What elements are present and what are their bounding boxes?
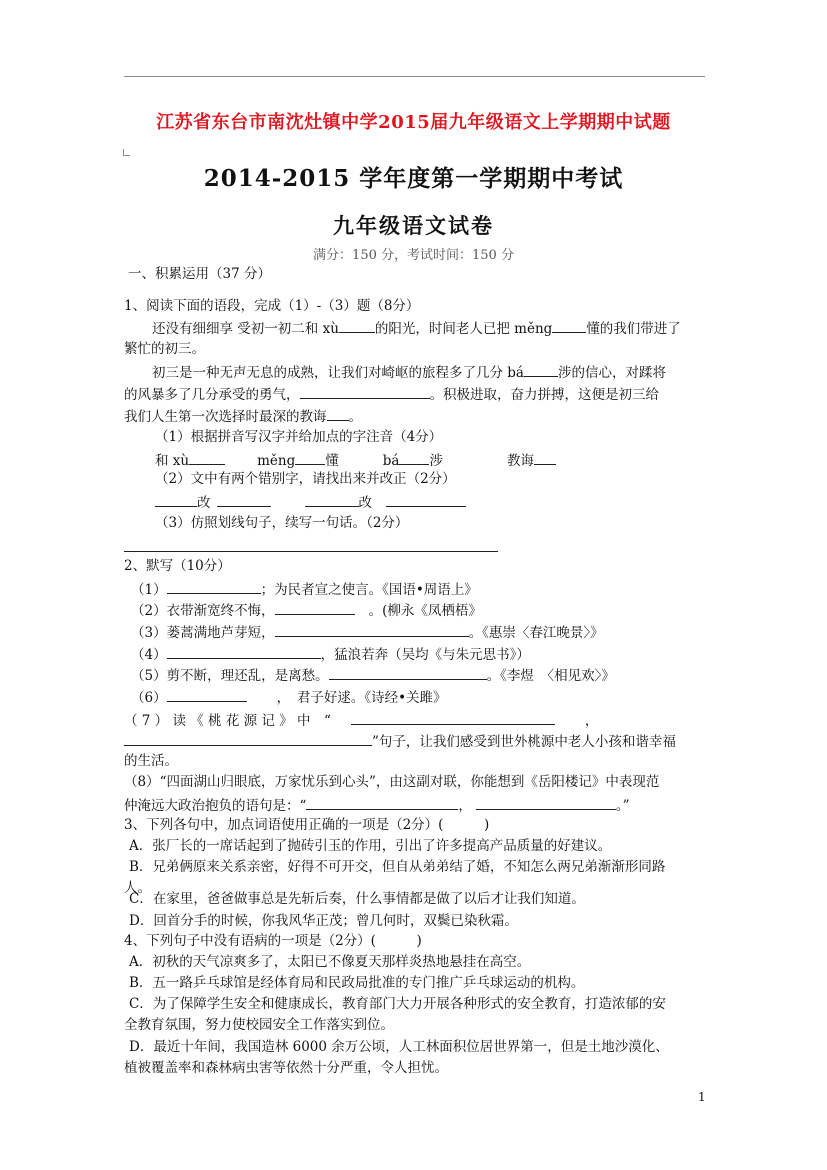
q4-option-b: B．五一路乒乓球馆是经体育局和民政局批准的专门推广乒乓球运动的机构。 [129,975,585,991]
answer-blank[interactable] [189,450,225,465]
q3-option-d: D．回首分手的时候，你我风华正茂；曾几何时，双鬓已染秋霜。 [129,913,518,929]
q2-line1 [131,579,478,600]
answer-blank[interactable] [155,492,197,507]
q2-text: （5）剪不断，理还乱，是离愁。 [131,668,329,684]
header-rule [124,76,705,77]
q2-line6 [131,687,447,708]
answer-blank[interactable] [386,492,466,507]
q2-line8: （8）“四面湖山归眼底，万家忧乐到心头”，由这副对联，你能想到《岳阳楼记》中表现范 [124,774,660,790]
q1-text: 改 [197,495,211,511]
exam-subtitle: 九年级语文试卷 [333,213,494,238]
q1-text: 改 [358,495,372,511]
q4-option-c-cont: 全教育氛围，努力使校园安全工作落实到位。 [124,1017,394,1033]
answer-blank[interactable] [167,644,321,659]
q1-text: bá [382,453,400,469]
q1-sub2: （2）文中有两个错别字，请找出来并改正（2分） [155,471,456,487]
q2-text: （3）蒌蒿满地芦芽短， [131,625,275,641]
q4-option-d: D．最近十年间，我国造林 6000 余万公顷，人工林面积位居世界第一，但是土地沙漠化、 [129,1039,669,1055]
q2-text: ， 君子好逑。《诗经•关雎》 [276,690,447,706]
answer-blank[interactable] [300,384,430,399]
answer-blank[interactable] [534,450,556,465]
q2-text: 仲淹远大政治抱负的语句是：“ [124,798,307,814]
q1-para2-line1 [152,362,666,383]
q2-text: ”句子，让我们感受到世外桃源中老人小孩和谐幸福 [372,734,676,750]
answer-blank[interactable] [275,622,469,637]
answer-blank[interactable] [217,492,271,507]
corner-mark-icon [123,149,130,156]
q1-sub2-answers [155,492,466,513]
q2-text: （ 7 ） 读 《 桃 花 源 记 》 中 “ [124,713,331,729]
q1-text: 的阳光，时间老人已把 měng [374,321,553,337]
q1-text: 懂 [325,453,339,469]
q2-line8b [124,795,630,816]
q2-line7c: 的生活。 [124,753,178,769]
q1-sub1-answers [155,450,556,471]
answer-blank[interactable] [327,406,349,421]
q1-text: 还没有细细享 受初一初二和 xù [152,321,339,337]
q3-option-b: B．兄弟俩原来关系亲密，好得不可开交，但自从弟弟结了婚，不知怎么两兄弟渐渐形同路 [129,859,666,875]
answer-blank[interactable] [295,450,325,465]
q2-line3 [131,622,604,643]
q1-para2-line2 [124,384,659,405]
q1-text: 。积极进取，奋力拼搏，这便是初三给 [429,387,659,403]
q2-line7b [124,731,676,752]
q2-line4 [131,644,530,665]
q3-option-b-cont: 人。 [124,880,151,896]
answer-blank[interactable] [305,492,359,507]
q1-sub1: （1）根据拼音写汉字并给加点的字注音（4分） [155,429,443,445]
answer-blank[interactable] [476,795,616,810]
q3-option-a: A．张厂长的一席话起到了抛砖引玉的作用，引出了许多提高产品质量的好建议。 [129,838,612,854]
q2-text: （4） [131,647,167,663]
page-number: 1 [698,1090,706,1104]
q2-line5 [131,665,615,686]
q1-stem: 1、阅读下面的语段，完成（1）-（3）题（8分） [124,298,420,314]
q1-text: 涉 [429,453,443,469]
answer-blank[interactable] [306,795,458,810]
document-title: 江苏省东台市南沈灶镇中学2015届九年级语文上学期期中试题 [156,112,671,133]
q2-text: 。(柳永《凤栖梧》 [368,603,482,619]
exam-info: 满分：150 分，考试时间：150 分 [313,248,514,263]
answer-blank[interactable] [339,318,375,333]
q1-text: 。 [348,409,362,425]
q3-option-c: C．在家里，爸爸做事总是先斩后奏，什么事情都是做了以后才让我们知道。 [129,891,585,907]
answer-blank[interactable] [329,665,487,680]
q2-stem: 2、默写（10分） [124,558,231,574]
q1-text: měng [257,453,296,469]
exam-title: 2014-2015 学年度第一学期期中考试 [203,165,624,192]
q2-text: （6） [131,690,167,706]
answer-blank[interactable] [167,579,261,594]
q1-text: 的风暴多了几分承受的勇气， [124,387,300,403]
q1-text: 教诲 [506,453,534,469]
answer-blank[interactable] [167,687,247,702]
answer-blank[interactable] [399,450,429,465]
q1-para1-line2: 繁忙的初三。 [124,341,205,357]
section-heading: 一、积累运用（37 分） [128,266,271,282]
q1-text: 初三是一种无声无息的成熟，让我们对崎岖的旅程多了几分 bá [152,365,524,381]
q1-sub3: （3）仿照划线句子，续写一句话。（2分） [155,515,409,531]
answer-line[interactable] [124,551,498,552]
answer-blank[interactable] [124,731,372,746]
q2-text: 。” [615,798,630,814]
q2-text: 。《惠崇〈春江晚景〉》 [468,625,604,641]
q1-para2-line3 [124,406,362,427]
answer-blank[interactable] [275,600,355,615]
answer-blank[interactable] [351,710,555,725]
q4-stem: 4、下列句子中没有语病的一项是（2分）( ) [124,933,422,949]
q3-stem: 3、下列各句中，加点词语使用正确的一项是（2分）( ) [124,817,490,833]
q4-option-d-cont: 植被覆盖率和森林病虫害等依然十分严重，令人担忧。 [124,1060,448,1076]
q2-text: （1） [131,582,167,598]
q2-text: ，猛浪若奔（吴均《与朱元思书》） [320,647,530,663]
q2-line2 [131,600,482,621]
q2-text: （2）衣带渐宽终不悔， [131,603,275,619]
q1-text: 我们人生第一次选择时最深的教诲 [124,409,327,425]
q2-text: ， [584,713,599,729]
q4-option-a: A．初秋的天气凉爽多了，太阳已不像夏天那样炎热地悬挂在高空。 [129,954,531,970]
answer-blank[interactable] [524,362,558,377]
q1-para1-line1 [152,318,681,339]
q1-text: 涉的信心，对蹂将 [557,365,666,381]
q2-text: ， [458,798,472,814]
q1-text: 懂的我们带进了 [586,321,681,337]
q4-option-c: C．为了保障学生安全和健康成长，教育部门大力开展各种形式的安全教育，打造浓郁的安 [129,996,666,1012]
answer-blank[interactable] [552,318,586,333]
q2-text: ；为民者宣之使言。《国语•周语上》 [260,582,478,598]
q2-text: 。《李煜 〈相见欢〉》 [486,668,615,684]
q2-line7 [124,710,598,731]
q1-text: 和 xù [155,453,190,469]
